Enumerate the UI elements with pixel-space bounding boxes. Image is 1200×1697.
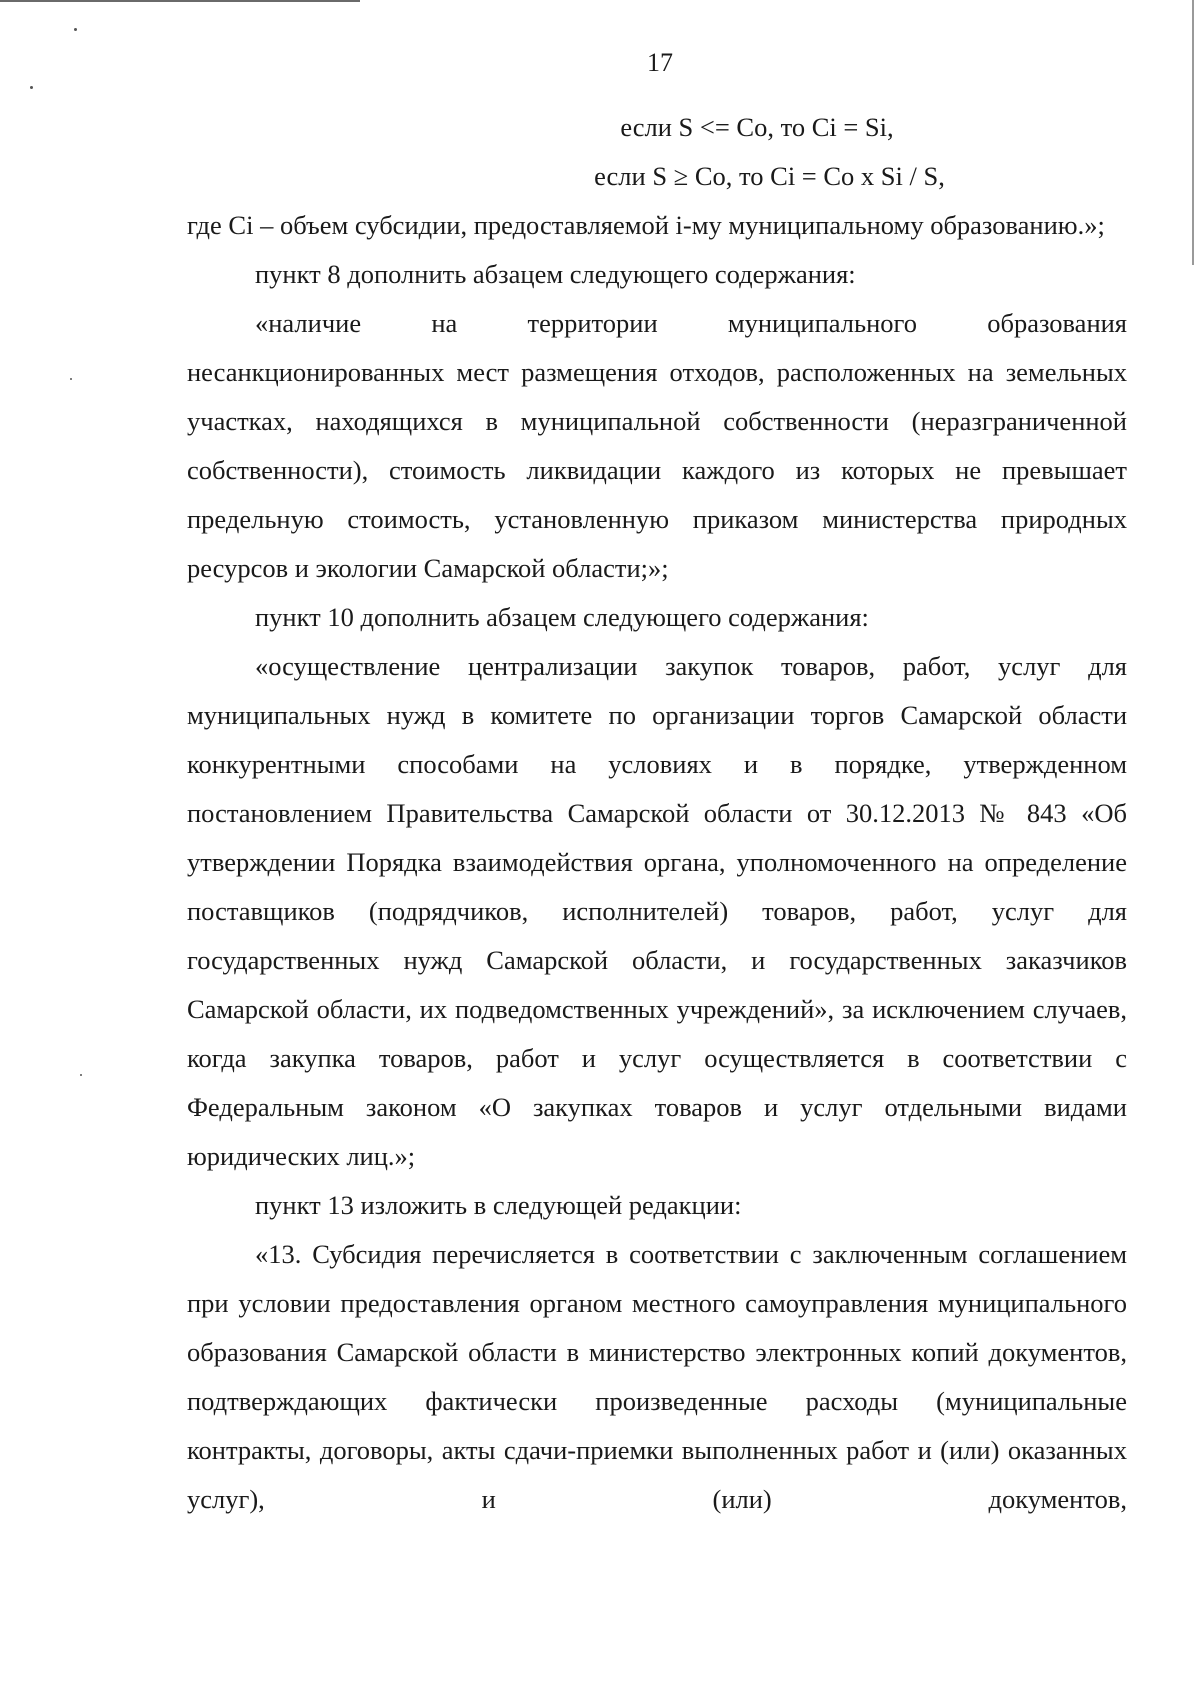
scan-speck xyxy=(30,86,33,89)
paragraph: «наличие на территории муниципального образования несанкционированных мест размещения отходов, расположенных на земельных участках, находящихся в муниципальной собственности (неразграниченной собственности), стоимость ликвидации каждого из которых не превышает предельную стоимость, установленную приказом министерства природных ресурсов и экологии Самарской области;»; xyxy=(187,308,1127,583)
scan-speck xyxy=(80,1074,82,1076)
document-body xyxy=(187,103,1127,1524)
paragraph: «13. Субсидия перечисляется в соответствии с заключенным соглашением при условии предоставления органом местного самоуправления муниципального образования Самарской области в министерство электронных копий документов, подтверждающих фактически произведенные расходы (муниципальные контракты, договоры, акты сдачи-приемки выполненных работ и (или) оказанных услуг), и (или) документов, xyxy=(187,1239,1127,1514)
scan-edge-top xyxy=(0,0,360,2)
formula-line: если S <= Co, то Ci = Si, xyxy=(620,112,894,142)
scan-speck xyxy=(70,378,72,380)
page-number: 17 xyxy=(647,48,673,77)
paragraph: пункт 10 дополнить абзацем следующего содержания: xyxy=(255,602,869,632)
scan-speck xyxy=(74,28,77,31)
paragraph: пункт 8 дополнить абзацем следующего содержания: xyxy=(255,259,856,289)
scan-edge-right xyxy=(1192,0,1194,265)
paragraph: пункт 13 изложить в следующей редакции: xyxy=(255,1190,742,1220)
formula-line: если S ≥ Co, то Ci = Co x Si / S, xyxy=(594,161,945,191)
paragraph: «осуществление централизации закупок товаров, работ, услуг для муниципальных нужд в комитете по организации торгов Самарской области конкурентными способами на условиях и в порядке, утвержденном постановлением Правительства Самарской области от 30.12.2013 № 843 «Об утверждении Порядка взаимодействия органа, уполномоченного на определение поставщиков (подрядчиков, исполнителей) товаров, работ, услуг для государственных нужд Самарской области, и государственных заказчиков Самарской области, их подведомственных учреждений», за исключением случаев, когда закупка товаров, работ и услуг осуществляется в соответствии с Федеральным законом «О закупках товаров и услуг отдельными видами юридических лиц.»; xyxy=(187,651,1127,1171)
paragraph: где Ci – объем субсидии, предоставляемой i-му муниципальному образованию.»; xyxy=(187,210,1105,240)
